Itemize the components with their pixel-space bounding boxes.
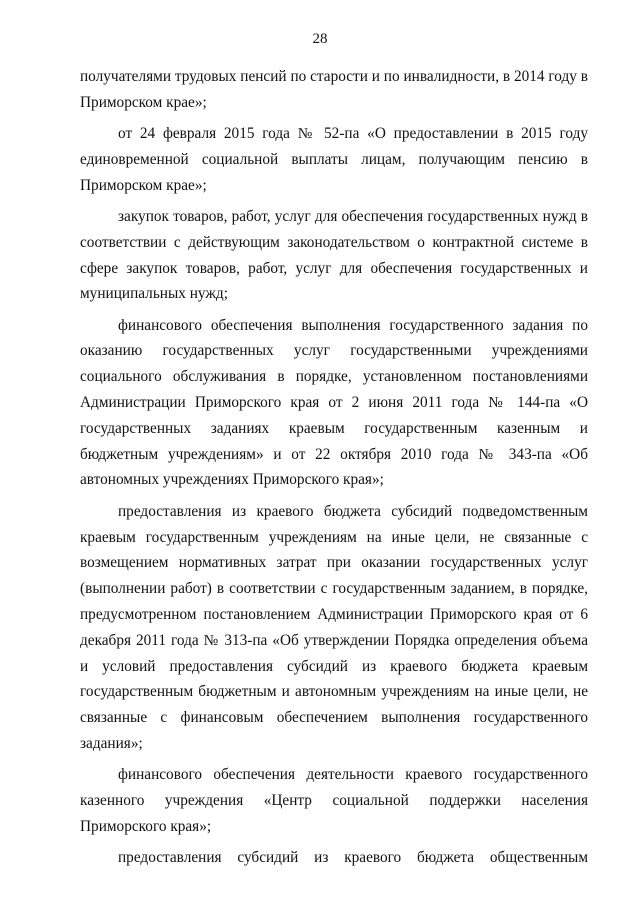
paragraph-state-assignment-funding: финансового обеспечения выполнения государственного задания по оказанию государственных услуг государственными учреждениями социального обслуживания в порядке, установленном постановлениями Администрации Приморского края от 2 июня 2011 года № 144-па «О государственных заданиях краевым государственным казенным и бюджетным учреждениям» и от 22 октября 2010 года № 343-па «Об автономных учреждениях Приморского края»; — [80, 316, 588, 489]
paragraph-resolution-52pa: от 24 февраля 2015 года № 52-па «О предоставлении в 2015 году единовременной социальной выплаты лицам, получающим пенсию в Приморском крае»; — [80, 125, 588, 194]
paragraph-subsidies-other-purposes: предоставления из краевого бюджета субсидий подведомственным краевым государственным учреждениям на иные цели, не связанные с возмещением нормативных затрат при оказании государственных услуг (выполнении работ) в соответствии с государственным заданием, в порядке, предусмотренном постановлением Администрации Приморского края от 6 декабря 2011 года № 313-па «Об утверждении Порядка определения объема и условий предоставления субсидий из краевого бюджета краевым государственным бюджетным и автономным учреждениям на иные цели, не связанные с финансовым обеспечением выполнения государственного задания»; — [80, 502, 588, 752]
paragraph-pension-recipients: получателями трудовых пенсий по старости и по инвалидности, в 2014 году в Приморском крае»; — [80, 68, 588, 111]
document-body — [80, 64, 588, 876]
paragraph-procurement: закупок товаров, работ, услуг для обеспечения государственных нужд в соответствии с действующим законодательством о контрактной системе в сфере закупок товаров, работ, услуг для обеспечения государственных и муниципальных нужд; — [80, 207, 588, 303]
paragraph-public-organizations-subsidies: предоставления субсидий из краевого бюджета общественным — [118, 849, 588, 867]
page-number: 28 — [312, 31, 328, 47]
paragraph-social-support-center: финансового обеспечения деятельности краевого государственного казенного учреждения «Центр социальной поддержки населения Приморского края»; — [80, 766, 588, 835]
